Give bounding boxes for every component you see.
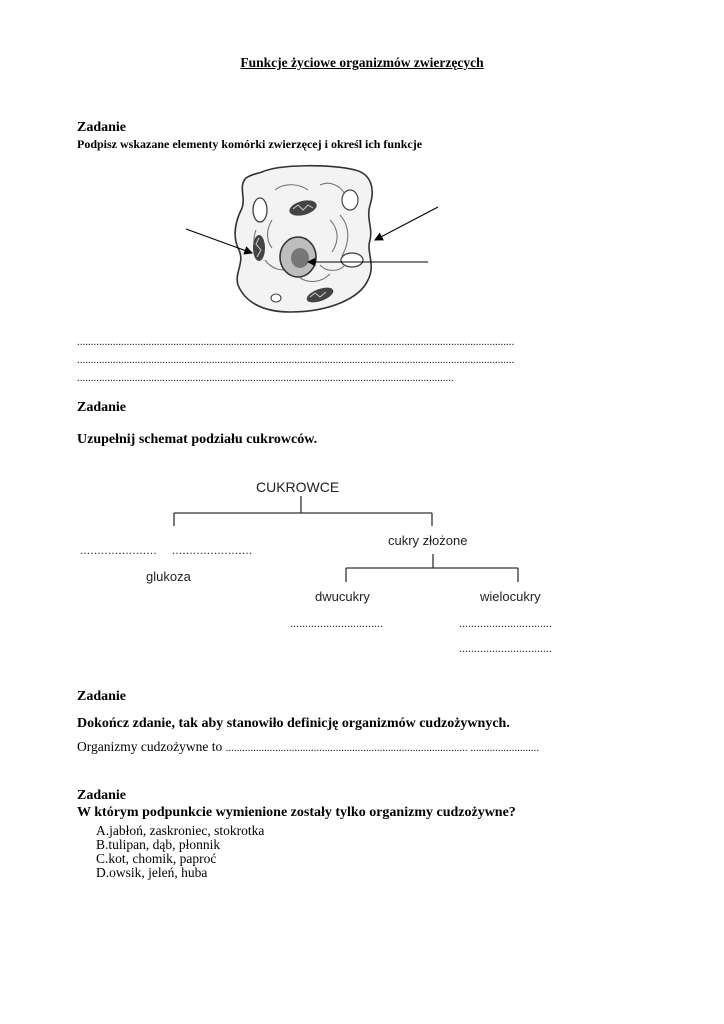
arrow-right — [375, 207, 438, 240]
task2-instruction: Uzupełnij schemat podziału cukrowców. — [77, 432, 318, 447]
sentence-start: Organizmy cudzożywne to — [77, 739, 223, 754]
vacuole — [341, 253, 363, 267]
task1-instruction: Podpisz wskazane elementy komórki zwierzęcej i określ ich funkcje — [77, 137, 423, 151]
task4-heading: Zadanie — [77, 788, 127, 803]
node-wielocukry: wielocukry — [480, 589, 541, 604]
definition-blank[interactable]: ........................................................................................ ......................... — [225, 742, 540, 754]
blank-wielocukry-2[interactable]: ............................... — [459, 641, 552, 655]
option-letter: B. — [96, 837, 109, 852]
option-text: tulipan, dąb, płonnik — [108, 837, 221, 852]
mitochondrion — [253, 235, 265, 261]
nucleolus — [291, 248, 309, 268]
animal-cell-diagram — [180, 160, 440, 320]
sugar-tree-lines — [0, 470, 724, 670]
option-letter: A. — [96, 823, 110, 838]
definition-sentence — [77, 739, 539, 755]
option-letter: C. — [96, 851, 109, 866]
answer-line-3[interactable]: ......................................................................................................................................... — [77, 372, 454, 384]
task4-question: W którym podpunkcie wymienione zostały tylko organizmy cudzożywne? — [77, 805, 516, 820]
task3-heading: Zadanie — [77, 689, 127, 704]
task2-heading: Zadanie — [77, 400, 127, 415]
blank-simple-sugars-2[interactable]: ....................... — [172, 543, 253, 557]
node-cukrowce: CUKROWCE — [256, 479, 340, 495]
answer-line-1[interactable]: ............................................................................................................................................................... — [77, 336, 515, 348]
option-letter: D. — [96, 865, 110, 880]
blank-dwucukry[interactable]: ............................... — [290, 616, 383, 630]
blank-wielocukry-1[interactable]: ............................... — [459, 616, 552, 630]
answer-line-2[interactable]: ............................................................................................................................................................... — [77, 354, 515, 366]
option-text: jabłoń, zaskroniec, stokrotka — [109, 823, 265, 838]
node-glukoza: glukoza — [146, 569, 191, 584]
option-d[interactable] — [96, 865, 207, 881]
node-dwucukry: dwucukry — [315, 589, 370, 604]
task3-instruction: Dokończ zdanie, tak aby stanowiło definicję organizmów cudzożywnych. — [77, 716, 510, 731]
option-text: kot, chomik, paproć — [108, 851, 217, 866]
page-title: Funkcje życiowe organizmów zwierzęcych — [240, 55, 484, 70]
vacuole — [253, 198, 267, 222]
task1-heading: Zadanie — [77, 120, 127, 135]
node-cukry-zlozone: cukry złożone — [388, 533, 468, 548]
option-text: owsik, jeleń, huba — [109, 865, 208, 880]
blank-simple-sugars-1[interactable]: ...................... — [80, 543, 157, 557]
